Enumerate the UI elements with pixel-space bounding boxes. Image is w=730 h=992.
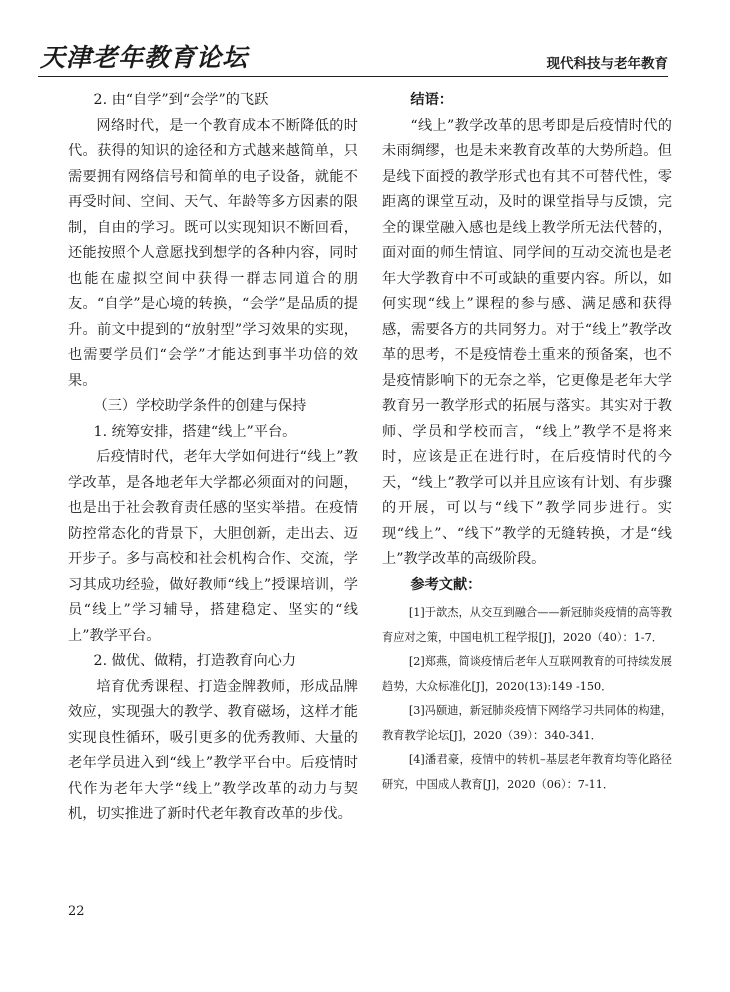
body-paragraph: 后疫情时代，老年大学如何进行“线上”教学改革，是各地老年大学都必须面对的问题，也是出于社会教育责任感的坚实举措。在疫情防控常态化的背景下，大胆创新，走出去、迈开步子。多与高校和社会机构合作、交流，学习其成功经验，做好教师“线上”授课培训，学员“线上”学习辅导，搭建稳定、坚实的“线上”教学平台。: [68, 449, 358, 644]
section-heading: （三）学校助学条件的创建与保持: [93, 398, 307, 414]
page-number: 22: [68, 904, 85, 919]
journal-logo: 天津老年教育论坛: [40, 43, 249, 72]
reference-item: [1]于歆杰，从交互到融合——新冠肺炎疫情的高等教育应对之策，中国电机工程学报[J]，2020（40）：1-7．: [382, 606, 672, 644]
references-heading: 参考文献：: [410, 576, 482, 593]
body-paragraph: 培育优秀课程、打造金牌教师，形成品牌效应，实现强大的教学、教育磁场，这样才能实现良性循环，吸引更多的优秀教师、大量的老年学员进入到“线上”教学平台中。后疫情时代作为老年大学“线上”教学改革的动力与契机，切实推进了新时代老年教育改革的步伐。: [68, 678, 358, 822]
section-title: 现代科技与老年教育: [546, 56, 668, 72]
right-column: [382, 88, 672, 797]
conclusion-heading: 结语：: [410, 92, 453, 108]
body-paragraph: 网络时代，是一个教育成本不断降低的时代。获得的知识的途径和方式越来越简单，只需要拥有网络信号和简单的电子设备，就能不再受时间、空间、天气、年龄等多方因素的限制，自由的学习。既可以实现知识不断回看，还能按照个人意愿找到想学的各种内容，同时也能在虚拟空间中获得一群志同道合的朋友。“自学”是心境的转换，“会学”是品质的提升。前文中提到的“放射型”学习效果的实现，也需要学员们“会学”才能达到事半功倍的效果。: [68, 117, 358, 389]
reference-item: [3]冯颐迪，新冠肺炎疫情下网络学习共同体的构建，教育教学论坛[J]，2020（39）：340-341．: [382, 704, 672, 742]
reference-list: [382, 601, 672, 797]
header-rule: [38, 76, 668, 77]
reference-item: [4]潘君豪，疫情中的转机–基层老年教育均等化路径研究，中国成人教育[J]，2020（06）：7-11．: [382, 753, 672, 791]
reference-item: [2]郑燕，简谈疫情后老年人互联网教育的可持续发展趋势，大众标准化[J]，2020(13):149 -150．: [382, 655, 672, 693]
subsection-heading: 1. 统筹安排，搭建“线上”平台。: [93, 423, 297, 440]
conclusion-paragraph: “线上”教学改革的思考即是后疫情时代的未雨绸缪，也是未来教育改革的大势所趋。但是线下面授的教学形式也有其不可替代性，零距离的课堂互动，及时的课堂指导与反馈，完全的课堂融入感也是线上教学所无法代替的，面对面的师生情谊、同学间的互动交流也是老年大学教育中不可或缺的重要内容。所以，如何实现“线上”课程的参与感、满足感和获得感，需要各方的共同努力。对于“线上”教学改革的思考，不是疫情卷土重来的预备案，也不是疫情影响下的无奈之举，它更像是老年大学教育另一教学形式的拓展与落实。其实对于教师、学员和学校而言，“线上”教学不是将来时，应该是正在进行时，在后疫情时代的今天，“线上”教学可以并且应该有计划、有步骤的开展，可以与“线下”教学同步进行。实现“线上”、“线下”教学的无缝转换，才是“线上”教学改革的高级阶段。: [382, 117, 672, 567]
subsection-heading: 2. 由“自学”到“会学”的飞跃: [93, 92, 269, 108]
subsection-heading: 2. 做优、做精，打造教育向心力: [93, 653, 297, 669]
left-column: [68, 88, 358, 828]
